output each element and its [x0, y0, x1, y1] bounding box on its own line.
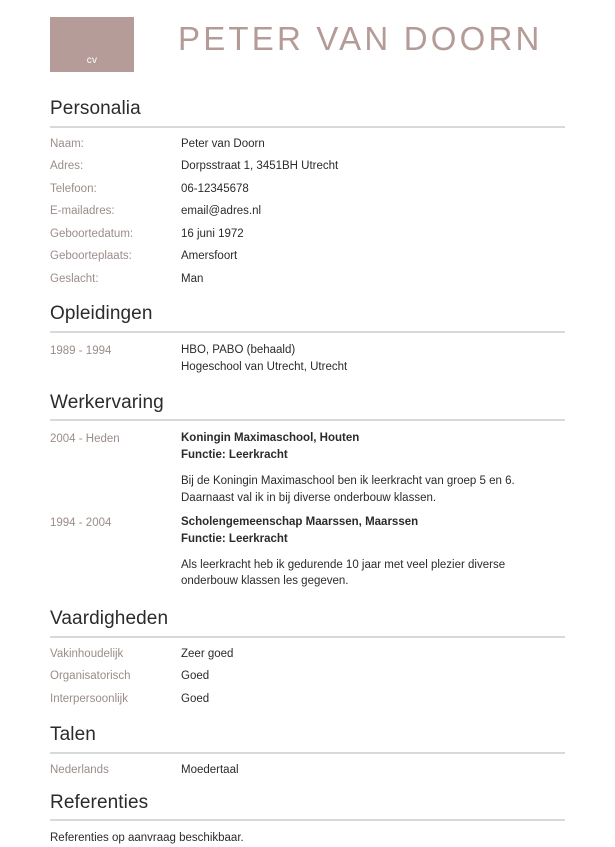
work-description: Als leerkracht heb ik gedurende 10 jaar met veel plezier diverse onderbouw klassen les gegeven. [181, 558, 506, 588]
personalia-row [50, 159, 565, 175]
skill-row [50, 692, 565, 708]
personalia-value: Amersfoort [181, 250, 238, 263]
education-entry [50, 342, 565, 375]
skill-label: Vakinhoudelijk [50, 647, 124, 660]
language-row [50, 763, 565, 779]
section-divider [50, 819, 565, 821]
section-divider [50, 331, 565, 333]
personalia-label: Naam: [50, 137, 84, 150]
work-period: 2004 - Heden [50, 433, 120, 446]
personalia-row [50, 227, 565, 243]
personalia-row [50, 204, 565, 220]
work-employer: Scholengemeenschap Maarssen, Maarssen [181, 516, 419, 529]
personalia-value: Peter van Doorn [181, 137, 265, 150]
personalia-row [50, 137, 565, 153]
skill-row [50, 669, 565, 685]
personalia-label: Geboorteplaats: [50, 250, 132, 263]
cv-badge-label: cv [86, 55, 98, 66]
section-divider [50, 419, 565, 421]
section-heading-werkervaring: Werkervaring [50, 391, 164, 413]
work-period: 1994 - 2004 [50, 517, 112, 530]
section-heading-vaardigheden: Vaardigheden [50, 607, 169, 629]
work-role: Functie: Leerkracht [181, 532, 288, 545]
education-degree: HBO, PABO (behaald) [181, 344, 296, 357]
references-text: Referenties op aanvraag beschikbaar. [50, 832, 244, 845]
section-divider [50, 752, 565, 754]
personalia-label: Telefoon: [50, 182, 97, 195]
skill-label: Interpersoonlijk [50, 692, 128, 705]
section-divider [50, 636, 565, 638]
work-entry [50, 430, 565, 506]
personalia-label: Adres: [50, 160, 84, 173]
personalia-value: Man [181, 272, 204, 285]
education-institution: Hogeschool van Utrecht, Utrecht [181, 360, 348, 373]
section-personalia [50, 98, 565, 287]
personalia-row [50, 249, 565, 265]
personalia-row [50, 272, 565, 288]
personalia-value: Dorpsstraat 1, 3451BH Utrecht [181, 160, 339, 173]
skill-value: Zeer goed [181, 647, 234, 660]
section-werkervaring [50, 392, 565, 590]
section-divider [50, 126, 565, 128]
skill-label: Organisatorisch [50, 670, 131, 683]
personalia-label: Geboortedatum: [50, 227, 134, 240]
personalia-value: 16 juni 1972 [181, 227, 244, 240]
section-talen [50, 724, 565, 778]
work-body [181, 430, 549, 506]
page-title: PETER VAN DOORN [178, 20, 543, 57]
personalia-row [50, 182, 565, 198]
work-body [181, 514, 549, 590]
section-opleidingen [50, 303, 565, 375]
cv-header [50, 0, 565, 88]
personalia-value-email: email@adres.nl [181, 205, 262, 218]
section-heading-referenties: Referenties [50, 791, 149, 813]
work-entry [50, 514, 565, 590]
section-heading-opleidingen: Opleidingen [50, 303, 153, 325]
section-heading-personalia: Personalia [50, 98, 141, 119]
language-value: Moedertaal [181, 764, 239, 777]
work-role: Functie: Leerkracht [181, 449, 288, 462]
skill-value: Goed [181, 692, 210, 705]
section-heading-talen: Talen [50, 724, 96, 746]
personalia-label: E-mailadres: [50, 205, 115, 218]
personalia-value: 06-12345678 [181, 182, 249, 195]
language-label: Nederlands [50, 764, 109, 777]
personalia-label: Geslacht: [50, 272, 99, 285]
work-description: Bij de Koningin Maximaschool ben ik leerkracht van groep 5 en 6. Daarnaast val ik in bij diverse onderbouw klassen. [181, 474, 515, 504]
skill-row [50, 647, 565, 663]
education-period: 1989 - 1994 [50, 345, 112, 358]
education-body [181, 342, 347, 375]
section-referenties [50, 792, 565, 847]
section-vaardigheden [50, 608, 565, 707]
cv-badge [50, 17, 134, 72]
work-employer: Koningin Maximaschool, Houten [181, 432, 360, 445]
skill-value: Goed [181, 670, 210, 683]
